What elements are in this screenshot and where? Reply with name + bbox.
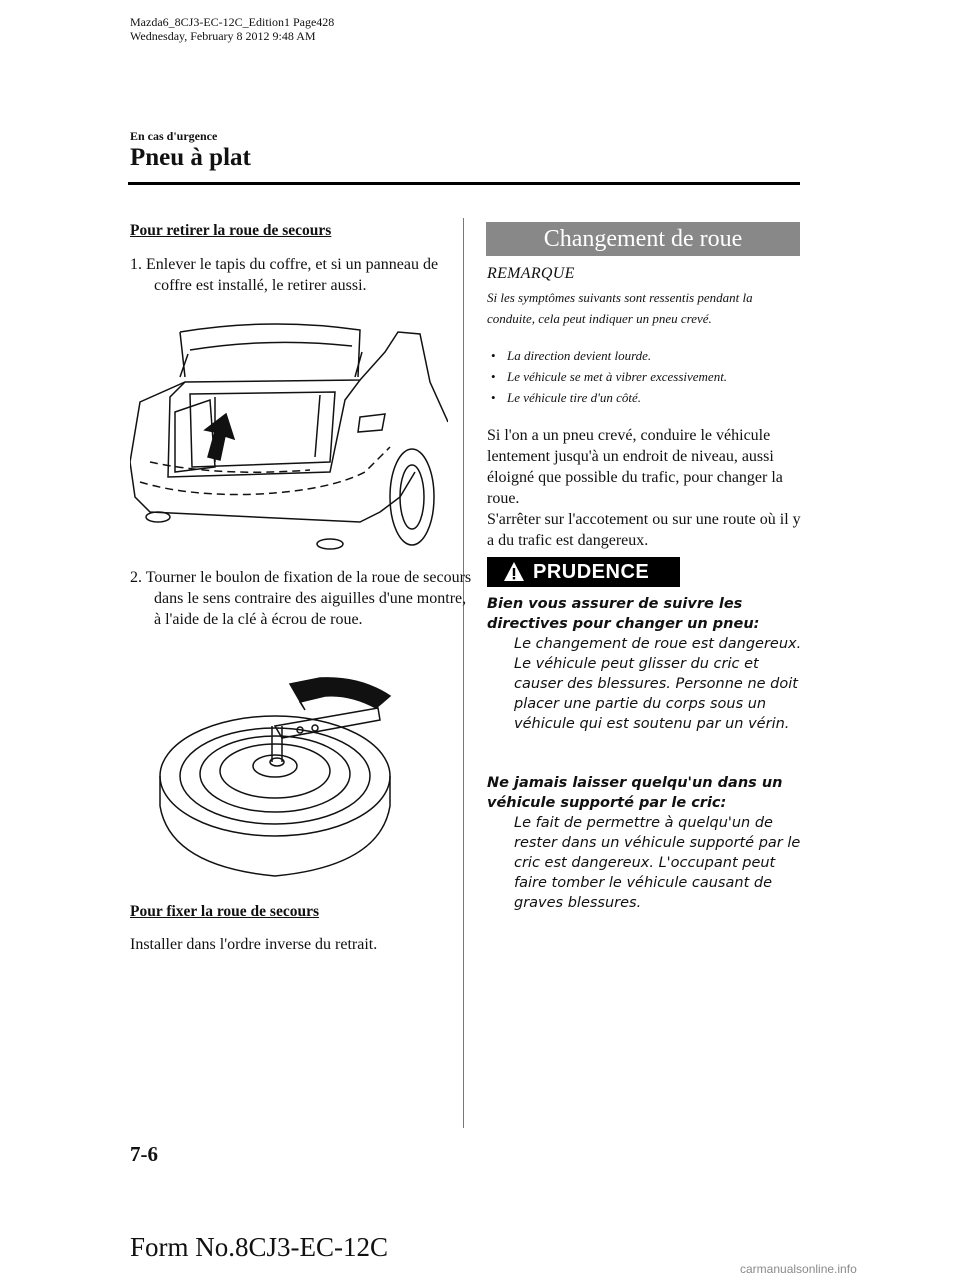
warning-1-heading: Bien vous assurer de suivre les directives pour changer un pneu: <box>487 596 760 632</box>
caution-label: PRUDENCE <box>533 561 650 583</box>
paragraph-flat-tire: Si l'on a un pneu crevé, conduire le véhicule lentement jusqu'à un endroit de niveau, aussi éloigné que possible du trafic, pour changer la roue. <box>487 427 783 507</box>
title-rule <box>128 182 800 185</box>
form-number: Form No.8CJ3-EC-12C <box>130 1232 389 1262</box>
remove-spare-heading: Pour retirer la roue de secours <box>130 222 332 239</box>
warning-2-heading: Ne jamais laisser quelqu'un dans un véhicule supporté par le cric: <box>487 775 783 811</box>
warning-1-body: Le changement de roue est dangereux. Le véhicule peut glisser du cric et causer des blessures. Personne ne doit placer une partie du corps sous un véhicule qui est soutenu par un vérin. <box>514 636 802 732</box>
warning-block-1 <box>487 594 807 734</box>
spare-wheel-illustration <box>150 666 430 896</box>
page-number: 7-6 <box>130 1142 158 1166</box>
warning-2-body: Le fait de permettre à quelqu'un de rester dans un véhicule supporté par le cric est dangereux. L'occupant peut faire tomber le véhicule causant de graves blessures. <box>514 815 801 911</box>
trunk-illustration <box>130 322 448 552</box>
install-text: Installer dans l'ordre inverse du retrait. <box>130 936 378 953</box>
step-1: 1. Enlever le tapis du coffre, et si un panneau de coffre est installé, le retirer aussi. <box>130 256 439 294</box>
note-list <box>487 345 797 408</box>
page-title: Pneu à plat <box>130 144 251 171</box>
print-meta-line1: Mazda6_8CJ3-EC-12C_Edition1 Page428 <box>130 15 335 29</box>
print-meta-line2: Wednesday, February 8 2012 9:48 AM <box>130 29 316 43</box>
section-title-bar: Changement de roue <box>486 222 800 256</box>
warning-triangle-icon <box>503 561 525 583</box>
note-heading: REMARQUE <box>487 265 575 282</box>
note-item: • Le véhicule se met à vibrer excessivement. <box>491 369 728 384</box>
install-spare-heading: Pour fixer la roue de secours <box>130 903 319 920</box>
note-item: • Le véhicule tire d'un côté. <box>491 390 642 405</box>
warning-block-2 <box>487 773 807 913</box>
paragraph-danger: S'arrêter sur l'accotement ou sur une route où il y a du trafic est dangereux. <box>487 511 801 549</box>
column-divider <box>463 218 464 1128</box>
section-label: En cas d'urgence <box>130 129 218 143</box>
caution-badge <box>487 557 680 587</box>
watermark: carmanualsonline.info <box>740 1262 857 1276</box>
step-2: 2. Tourner le boulon de fixation de la roue de secours dans le sens contraire des aiguilles d'une montre, à l'aide de la clé à écrou de roue. <box>130 569 472 628</box>
note-text: Si les symptômes suivants sont ressentis pendant la conduite, cela peut indiquer un pneu crevé. <box>487 290 753 326</box>
note-item: • La direction devient lourde. <box>491 348 652 363</box>
